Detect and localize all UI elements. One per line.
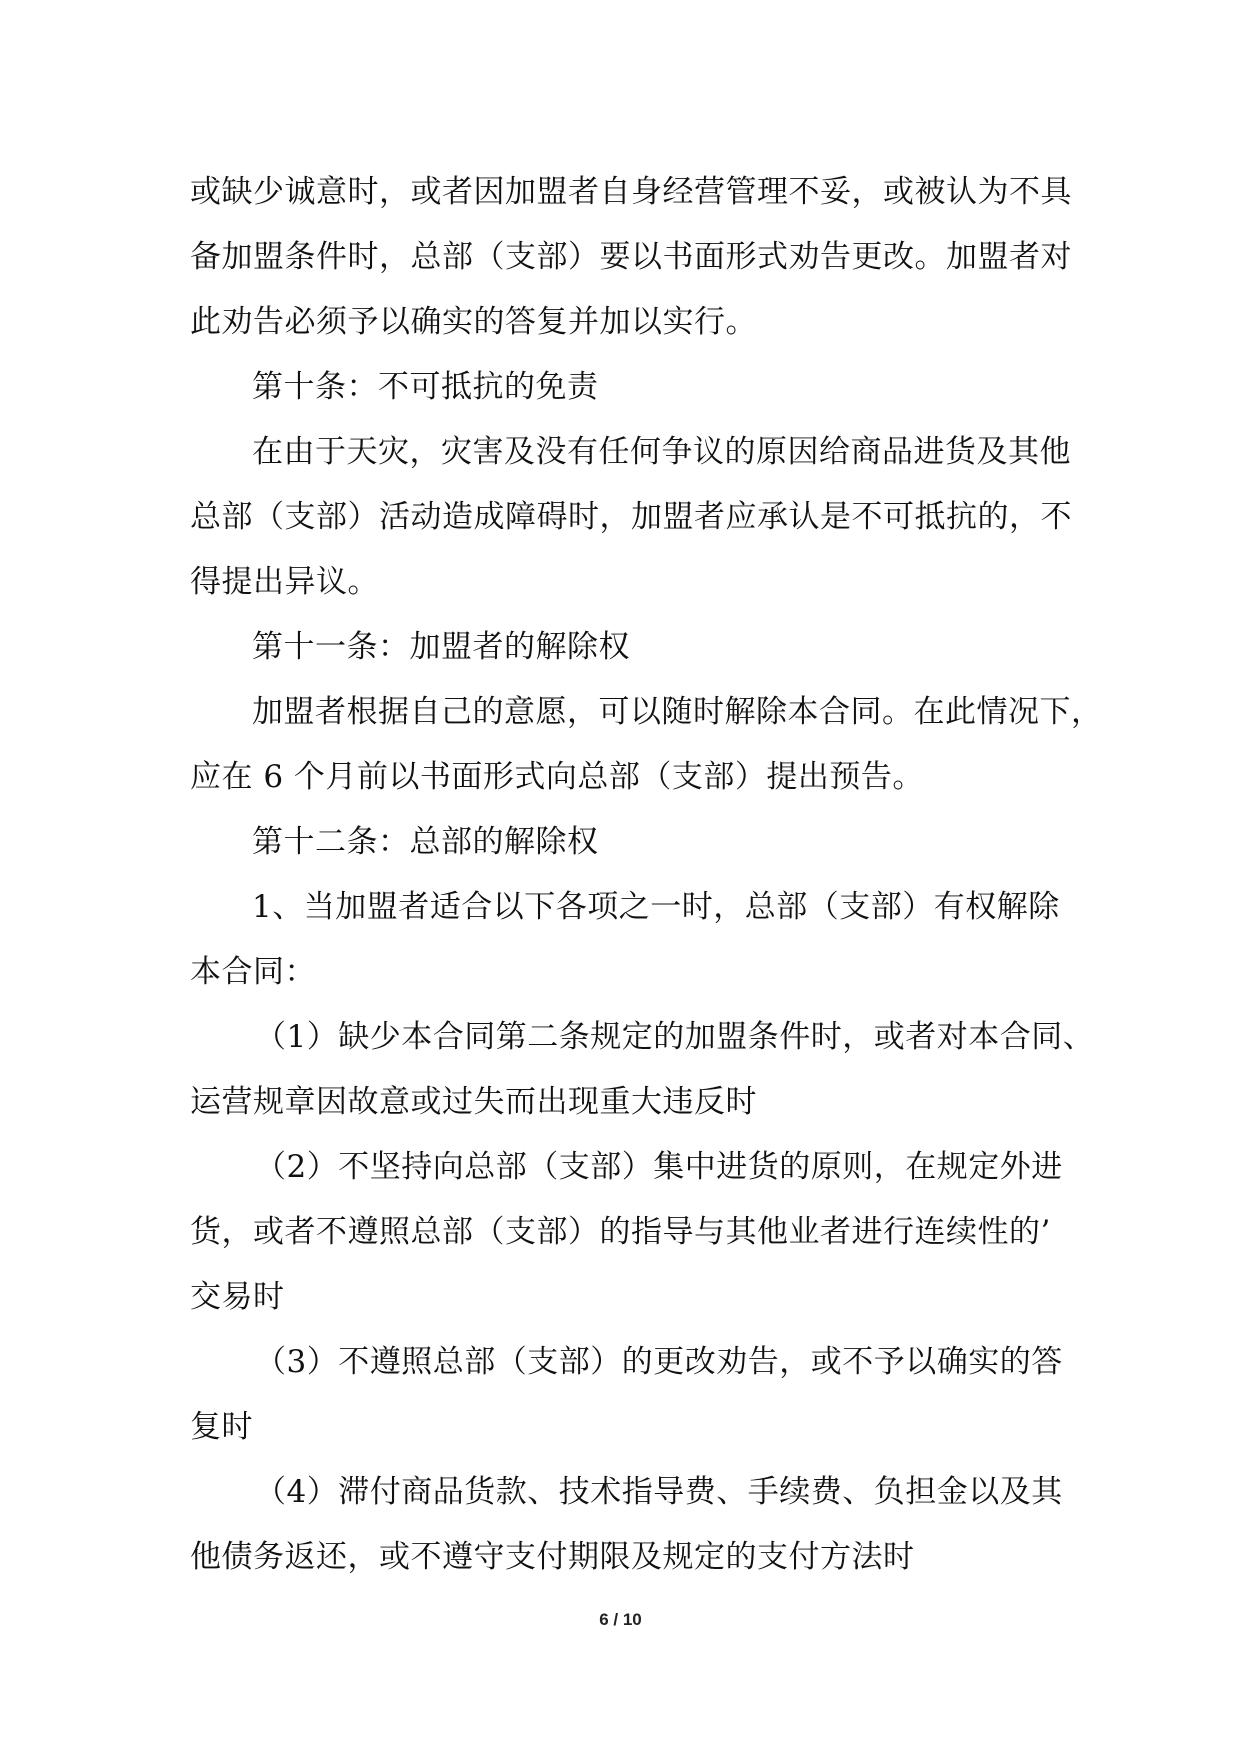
text-line: 总部（支部）活动造成障碍时，加盟者应承认是不可抵抗的，不 xyxy=(190,499,1072,535)
text-line: 本合同： xyxy=(190,954,316,990)
text-line: 1、当加盟者适合以下各项之一时，总部（支部）有权解除 xyxy=(252,889,1060,925)
list-item: （3）不遵照总部（支部）的更改劝告，或不予以确实的答 xyxy=(255,1344,1063,1380)
article-heading: 第十二条：总部的解除权 xyxy=(252,824,599,860)
article-heading: 第十条：不可抵抗的免责 xyxy=(252,369,599,405)
list-item: （2）不坚持向总部（支部）集中进货的原则，在规定外进 xyxy=(255,1149,1063,1185)
text-line: 加盟者根据自己的意愿，可以随时解除本合同。在此情况下， xyxy=(252,694,1103,730)
text-line: 运营规章因故意或过失而出现重大违反时 xyxy=(190,1084,757,1120)
text-line: 复时 xyxy=(190,1409,253,1445)
document-body xyxy=(190,160,1103,1590)
list-item: （4）滞付商品货款、技术指导费、手续费、负担金以及其 xyxy=(255,1474,1063,1510)
list-item: （1）缺少本合同第二条规定的加盟条件时，或者对本合同、 xyxy=(255,1019,1095,1055)
text-line: 或缺少诚意时，或者因加盟者自身经营管理不妥，或被认为不具 xyxy=(190,174,1072,210)
text-line: 此劝告必须予以确实的答复并加以实行。 xyxy=(190,304,757,340)
article-heading: 第十一条：加盟者的解除权 xyxy=(252,629,630,665)
page-number: 6 / 10 xyxy=(599,1610,642,1629)
text-line: 备加盟条件时，总部（支部）要以书面形式劝告更改。加盟者对 xyxy=(190,239,1072,275)
text-line: 他债务返还，或不遵守支付期限及规定的支付方法时 xyxy=(190,1539,915,1575)
text-line: 货，或者不遵照总部（支部）的指导与其他业者进行连续性的’ xyxy=(190,1214,1051,1250)
text-line: 得提出异议。 xyxy=(190,564,379,600)
text-line: 应在 6 个月前以书面形式向总部（支部）提出预告。 xyxy=(190,759,924,795)
text-line: 在由于天灾，灾害及没有任何争议的原因给商品进货及其他 xyxy=(252,434,1071,470)
text-line: 交易时 xyxy=(190,1279,285,1315)
